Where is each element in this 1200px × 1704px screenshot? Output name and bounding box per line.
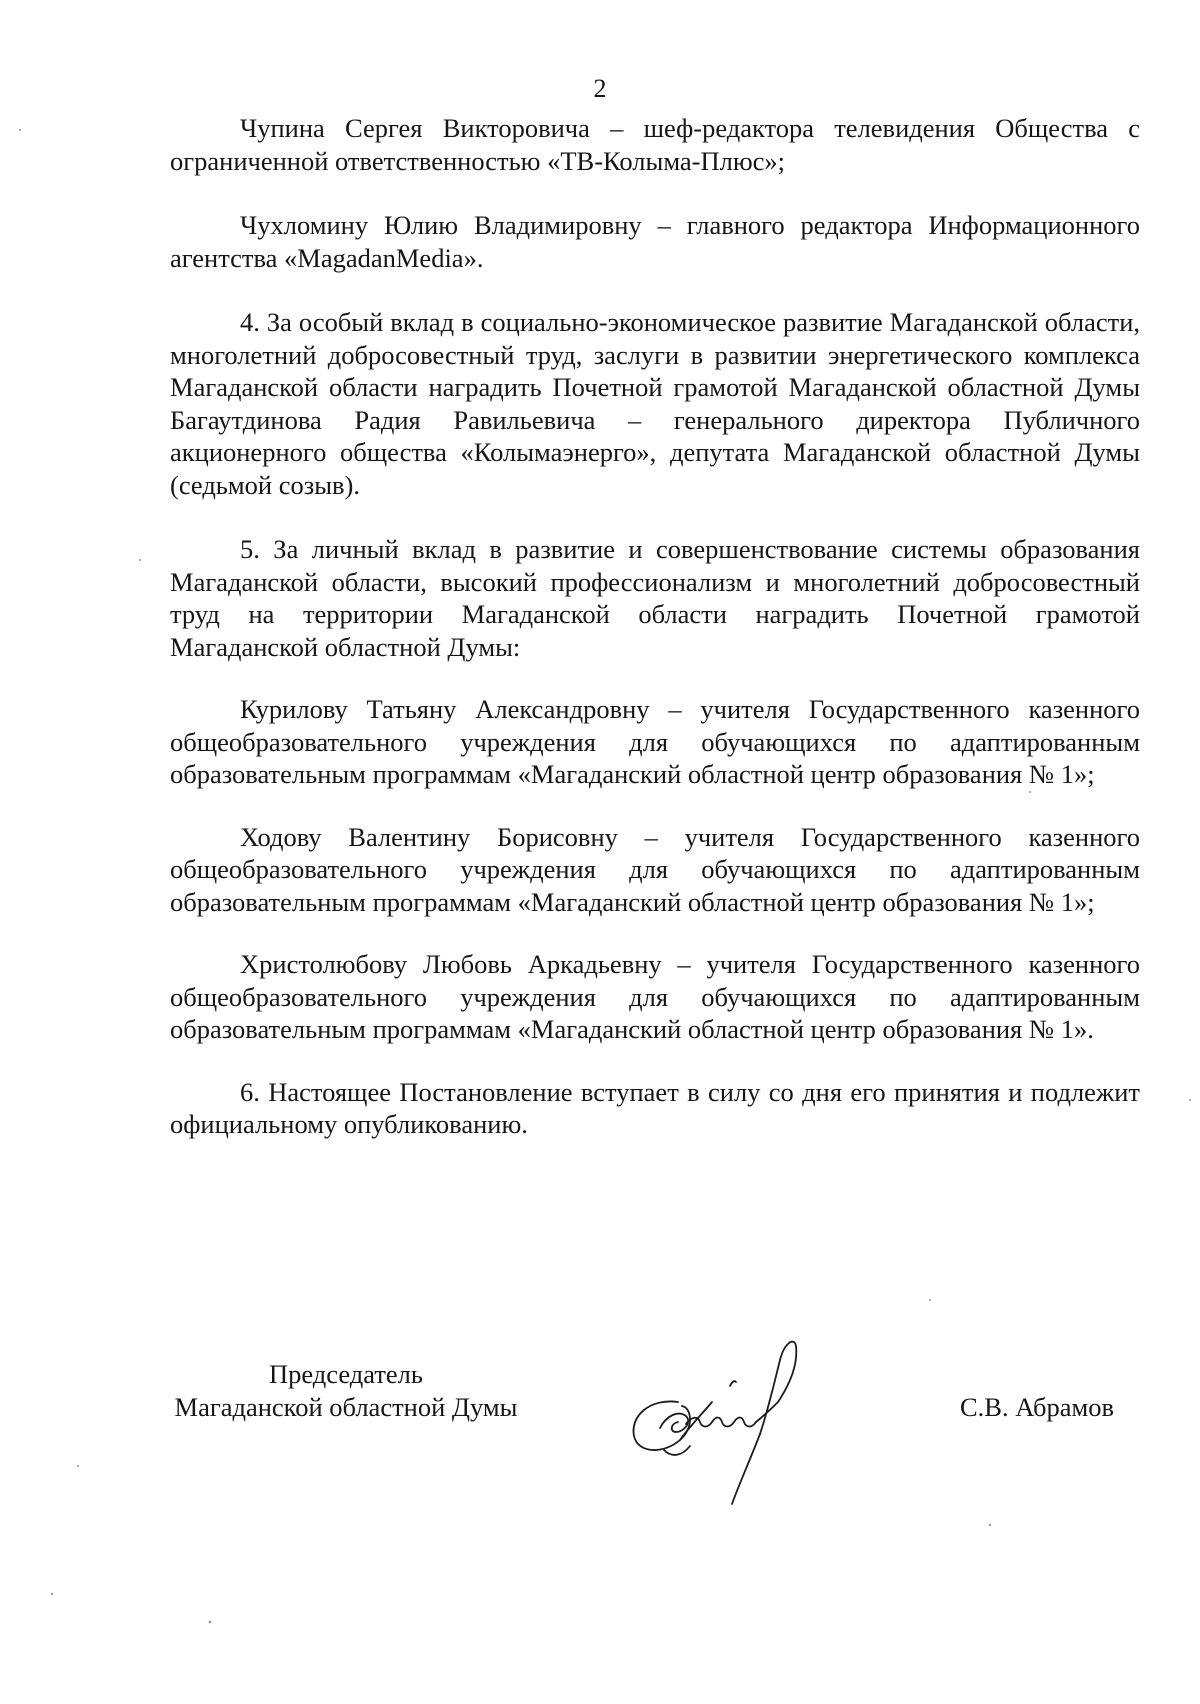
paragraph-chukhlomina: Чухломину Юлию Владимировну – главного редактора Информационного агентства «MagadanMedia». xyxy=(170,210,1140,273)
document-body xyxy=(170,112,1140,1141)
paragraph-chupin: Чупина Сергея Викторовича – шеф-редактора телевидения Общества с ограниченной ответственностью «ТВ-Колыма-Плюс»; xyxy=(170,113,1140,176)
signatory-position-line-1: Председатель xyxy=(269,1359,423,1389)
signatory-name: С.В. Абрамов xyxy=(960,1392,1115,1422)
signatory-position xyxy=(156,1358,536,1424)
paragraph-khodova: Ходову Валентину Борисовну – учителя Государственного казенного общеобразовательного учреждения для обучающихся по адаптированным образовательным программам «Магаданский областной центр образования № 1»; xyxy=(170,821,1140,917)
signature-icon xyxy=(620,1336,860,1506)
paragraph-khristolyubova: Христолюбову Любовь Аркадьевну – учителя Государственного казенного общеобразовательного учреждения для обучающихся по адаптированным образовательным программам «Магаданский областной центр образования № 1». xyxy=(170,949,1140,1044)
paragraph-kurilova: Курилову Татьяну Александровну – учителя Государственного казенного общеобразовательного учреждения для обучающихся по адаптированным образовательным программам «Магаданский областной центр образования № 1»; xyxy=(170,694,1140,789)
signatory-position-line-2: Магаданской областной Думы xyxy=(174,1392,518,1422)
paragraph-item-5: 5. За личный вклад в развитие и совершенствование системы образования Магаданской области, высокий профессионализм и многолетний добросовестный труд на территории Магаданской области наградить Почетной грамотой Магаданской областной Думы: xyxy=(170,534,1140,662)
page-number: 2 xyxy=(593,74,607,103)
signature-block xyxy=(0,1348,1200,1508)
paragraph-item-4: 4. За особый вклад в социально-экономическое развитие Магаданской области, многолетний добросовестный труд, заслуги в развитии энергетического комплекса Магаданской области наградить Почетной грамотой Магаданской областной Думы Багаутдинова Радия Равильевича – генерального директора Публичного акционерного общества «Колымаэнерго», депутата Магаданской областной Думы (седьмой созыв). xyxy=(170,307,1140,500)
paragraph-item-6: 6. Настоящее Постановление вступает в силу со дня его принятия и подлежит официальному опубликованию. xyxy=(170,1076,1140,1139)
